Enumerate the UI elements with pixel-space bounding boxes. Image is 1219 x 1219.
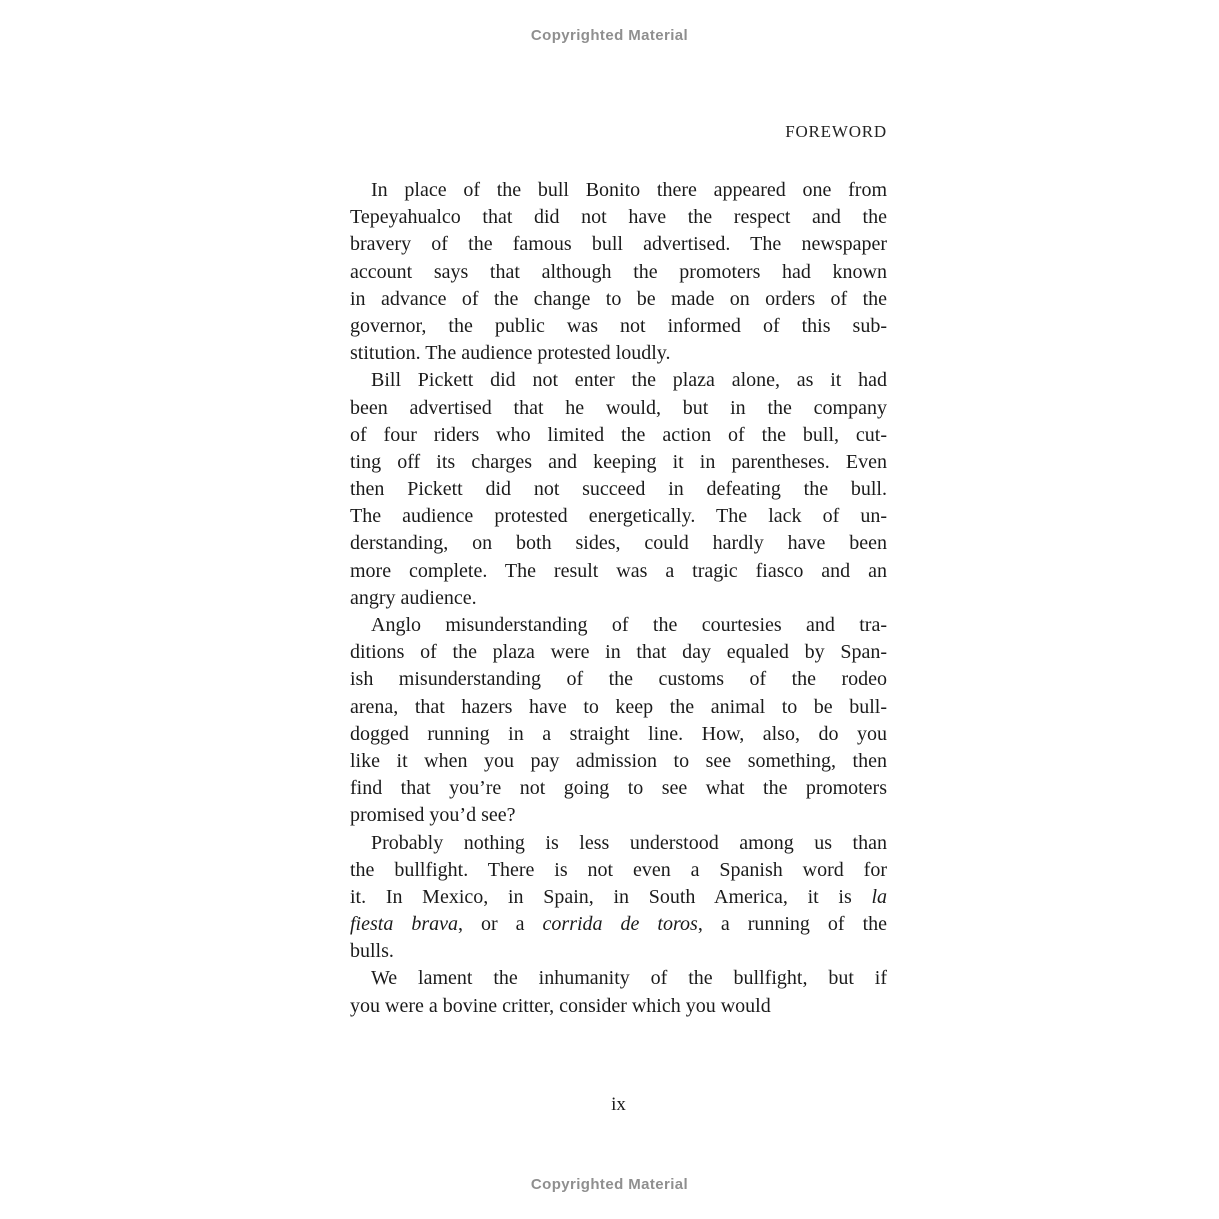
text-line [350,777,887,804]
italic-text-run: corrida de toros [542,913,698,936]
text-run: derstanding, on both sides, could hardly have been [350,532,887,555]
text-line [350,832,887,859]
text-run: ting off its charges and keeping it in parentheses. Even [350,450,887,473]
text-line [350,696,887,723]
text-run: Bill Pickett did not enter the plaza alone, as it had [371,369,887,392]
text-line [350,587,887,614]
text-line [350,369,887,396]
text-run: account says that although the promoters had known [350,260,887,283]
text-run: We lament the inhumanity of the bullfight, but if [371,967,887,990]
text-line [350,913,887,940]
text-line [350,804,887,831]
text-run: more complete. The result was a tragic fiasco and an [350,559,887,582]
text-line [350,261,887,288]
text-line [350,206,887,233]
page-number: ix [611,1094,626,1115]
text-line [350,532,887,559]
text-run: then Pickett did not succeed in defeating the bull. [350,478,887,501]
text-line [350,750,887,777]
text-run: like it when you pay admission to see something, then [350,749,887,772]
text-run: you were a bovine critter, consider which you would [350,994,771,1017]
text-line [350,505,887,532]
text-line [350,478,887,505]
text-line [350,859,887,886]
paragraph [350,967,887,1021]
text-run: stitution. The audience protested loudly. [350,342,671,365]
text-run: arena, that hazers have to keep the animal to be bull- [350,695,887,718]
text-run: it. In Mexico, in Spain, in South America, it is [350,885,872,908]
text-run: ditions of the plaza were in that day equaled by Span- [350,641,887,664]
text-run: governor, the public was not informed of this sub- [350,314,887,337]
text-line [350,342,887,369]
text-line [350,560,887,587]
copyright-notice-top: Copyrighted Material [530,27,689,44]
text-line [350,641,887,668]
text-line [350,886,887,913]
text-run: angry audience. [350,586,477,609]
running-header: FOREWORD [785,122,887,141]
text-run: bulls. [350,940,394,963]
text-run: in advance of the change to be made on orders of the [350,287,887,310]
text-run: the bullfight. There is not even a Spanish word for [350,858,887,881]
text-run: Tepeyahualco that did not have the respect and the [350,206,887,229]
text-run: find that you’re not going to see what the promoters [350,777,887,800]
text-run: Probably nothing is less understood among us than [371,831,887,854]
text-line [350,723,887,750]
text-line [350,940,887,967]
text-line [350,288,887,315]
paragraph [350,832,887,968]
text-line [350,424,887,451]
text-run: The audience protested energetically. The lack of un- [350,505,887,528]
text-line [350,668,887,695]
text-line [350,995,887,1022]
text-run: dogged running in a straight line. How, also, do you [350,722,887,745]
text-line [350,233,887,260]
paragraph [350,179,887,369]
text-line [350,967,887,994]
text-run: been advertised that he would, but in the company [350,396,887,419]
text-run: bravery of the famous bull advertised. The newspaper [350,233,887,256]
text-run: promised you’d see? [350,804,516,827]
text-run: , or a [458,913,543,936]
paragraph [350,369,887,614]
text-run: ish misunderstanding of the customs of the rodeo [350,668,887,691]
body-text [350,179,887,1022]
text-run: Anglo misunderstanding of the courtesies and tra- [371,614,887,636]
text-line [350,315,887,342]
italic-text-run: la [871,885,887,908]
text-run: of four riders who limited the action of the bull, cut- [350,423,887,446]
text-run: In place of the bull Bonito there appeared one from [371,179,887,201]
italic-text-run: fiesta brava [350,913,458,936]
paragraph [350,614,887,832]
text-line [350,179,887,206]
text-line [350,614,887,641]
text-line [350,397,887,424]
copyright-notice-bottom: Copyrighted Material [530,1176,689,1193]
text-line [350,451,887,478]
text-run: , a running of the [697,913,887,936]
